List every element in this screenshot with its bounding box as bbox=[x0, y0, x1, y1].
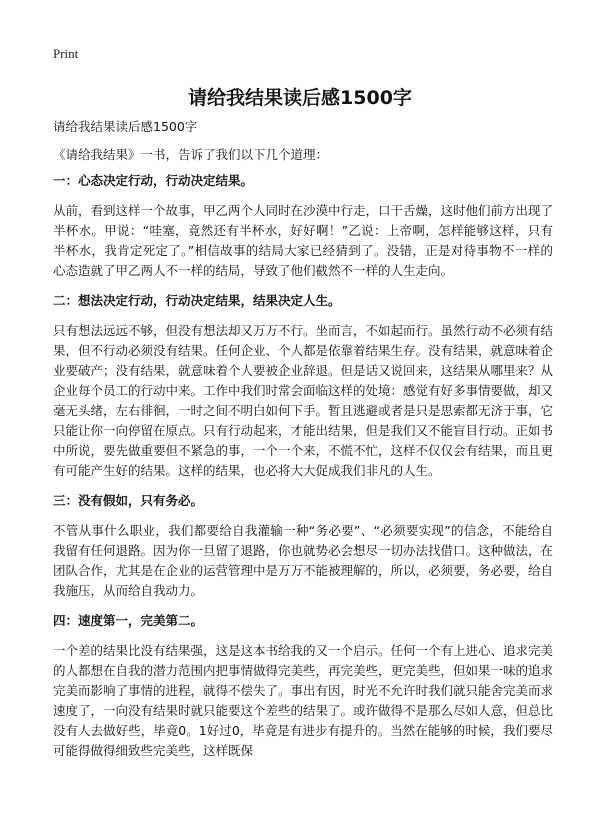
section-heading-1: 一：心态决定行动，行动决定结果。 bbox=[53, 173, 254, 188]
section-body-3: 不管从事什么职业，我们都要给自我灌输一种“务必要”、“必须要实现”的信念，不能给自我留有任何退路。因为你一旦留了退路，你也就势必会想尽一切办法找借口。这种做法，在团队合作，尤其是在企业的运营管理中是万万不能被理解的，所以，必须要，务必要，给自我施压，从而给自我动力。 bbox=[53, 523, 554, 598]
section-body-2: 只有想法远远不够，但没有想法却又万万不行。坐而言，不如起而行。虽然行动不必须有结果，但不行动必须没有结果。任何企业、个人都是依靠着结果生存。没有结果，就意味着企业要破产；没有结果，就意味着个人要被企业辞退。但是话又说回来，这结果从哪里来？从企业每个员工的行动中来。工作中我们时常会面临这样的处境：感觉有好多事情要做，却又毫无头绪，左右徘徊，一时之间不明白如何下手。暂且逃避或者是只是思索都无济于事，它只能让你一向停留在原点。只有行动起来，才能出结果，但是我们又不能盲目行动。正如书中所说，要先做重要但不紧急的事，一个一个来，不慌不忙，这样不仅仅会有结果，而且更有可能产生好的结果。这样的结果，也必将大大促成我们非凡的人生。 bbox=[53, 323, 554, 478]
section-heading-2: 二：想法决定行动，行动决定结果，结果决定人生。 bbox=[53, 293, 341, 308]
section-heading-4: 四：速度第一，完美第二。 bbox=[53, 613, 204, 628]
section-heading-3: 三：没有假如，只有务必。 bbox=[53, 493, 204, 508]
section-body-4: 一个差的结果比没有结果强，这是这本书给我的又一个启示。任何一个有上进心、追求完美的人都想在自我的潜力范围内把事情做得完美些，再完美些，更完美些，但如果一味的追求完美而影响了事情的进程，就得不偿失了。事出有因，时光不允许时我们就只能舍完美而求速度了，一向没有结果时就只能要这个差些的结果了。或许做得不是那么尽如人意，但总比没有人去做好些，毕竟0。1好过0，毕竟是有进步有提升的。当然在能够的时候，我们要尽可能得做得细致些完美些，这样既保 bbox=[53, 643, 554, 758]
section-body-1: 从前，看到这样一个故事，甲乙两个人同时在沙漠中行走，口干舌燥，这时他们前方出现了半杯水。甲说：“哇塞，竟然还有半杯水，好好啊！”乙说：上帝啊，怎样能够这样，只有半杯水，我肯定死定了。”相信故事的结局大家已经猜到了。没错，正是对待事物不一样的心态造就了甲乙两人不一样的结局，导致了他们截然不一样的人生走向。 bbox=[53, 203, 554, 278]
print-link[interactable]: Print bbox=[53, 46, 79, 61]
article-content bbox=[53, 117, 553, 771]
article-subtitle: 请给我结果读后感1500字 bbox=[53, 119, 198, 134]
article-intro: 《请给我结果》一书，告诉了我们以下几个道理： bbox=[53, 147, 329, 162]
page-title: 请给我结果读后感1500字 bbox=[188, 87, 412, 109]
